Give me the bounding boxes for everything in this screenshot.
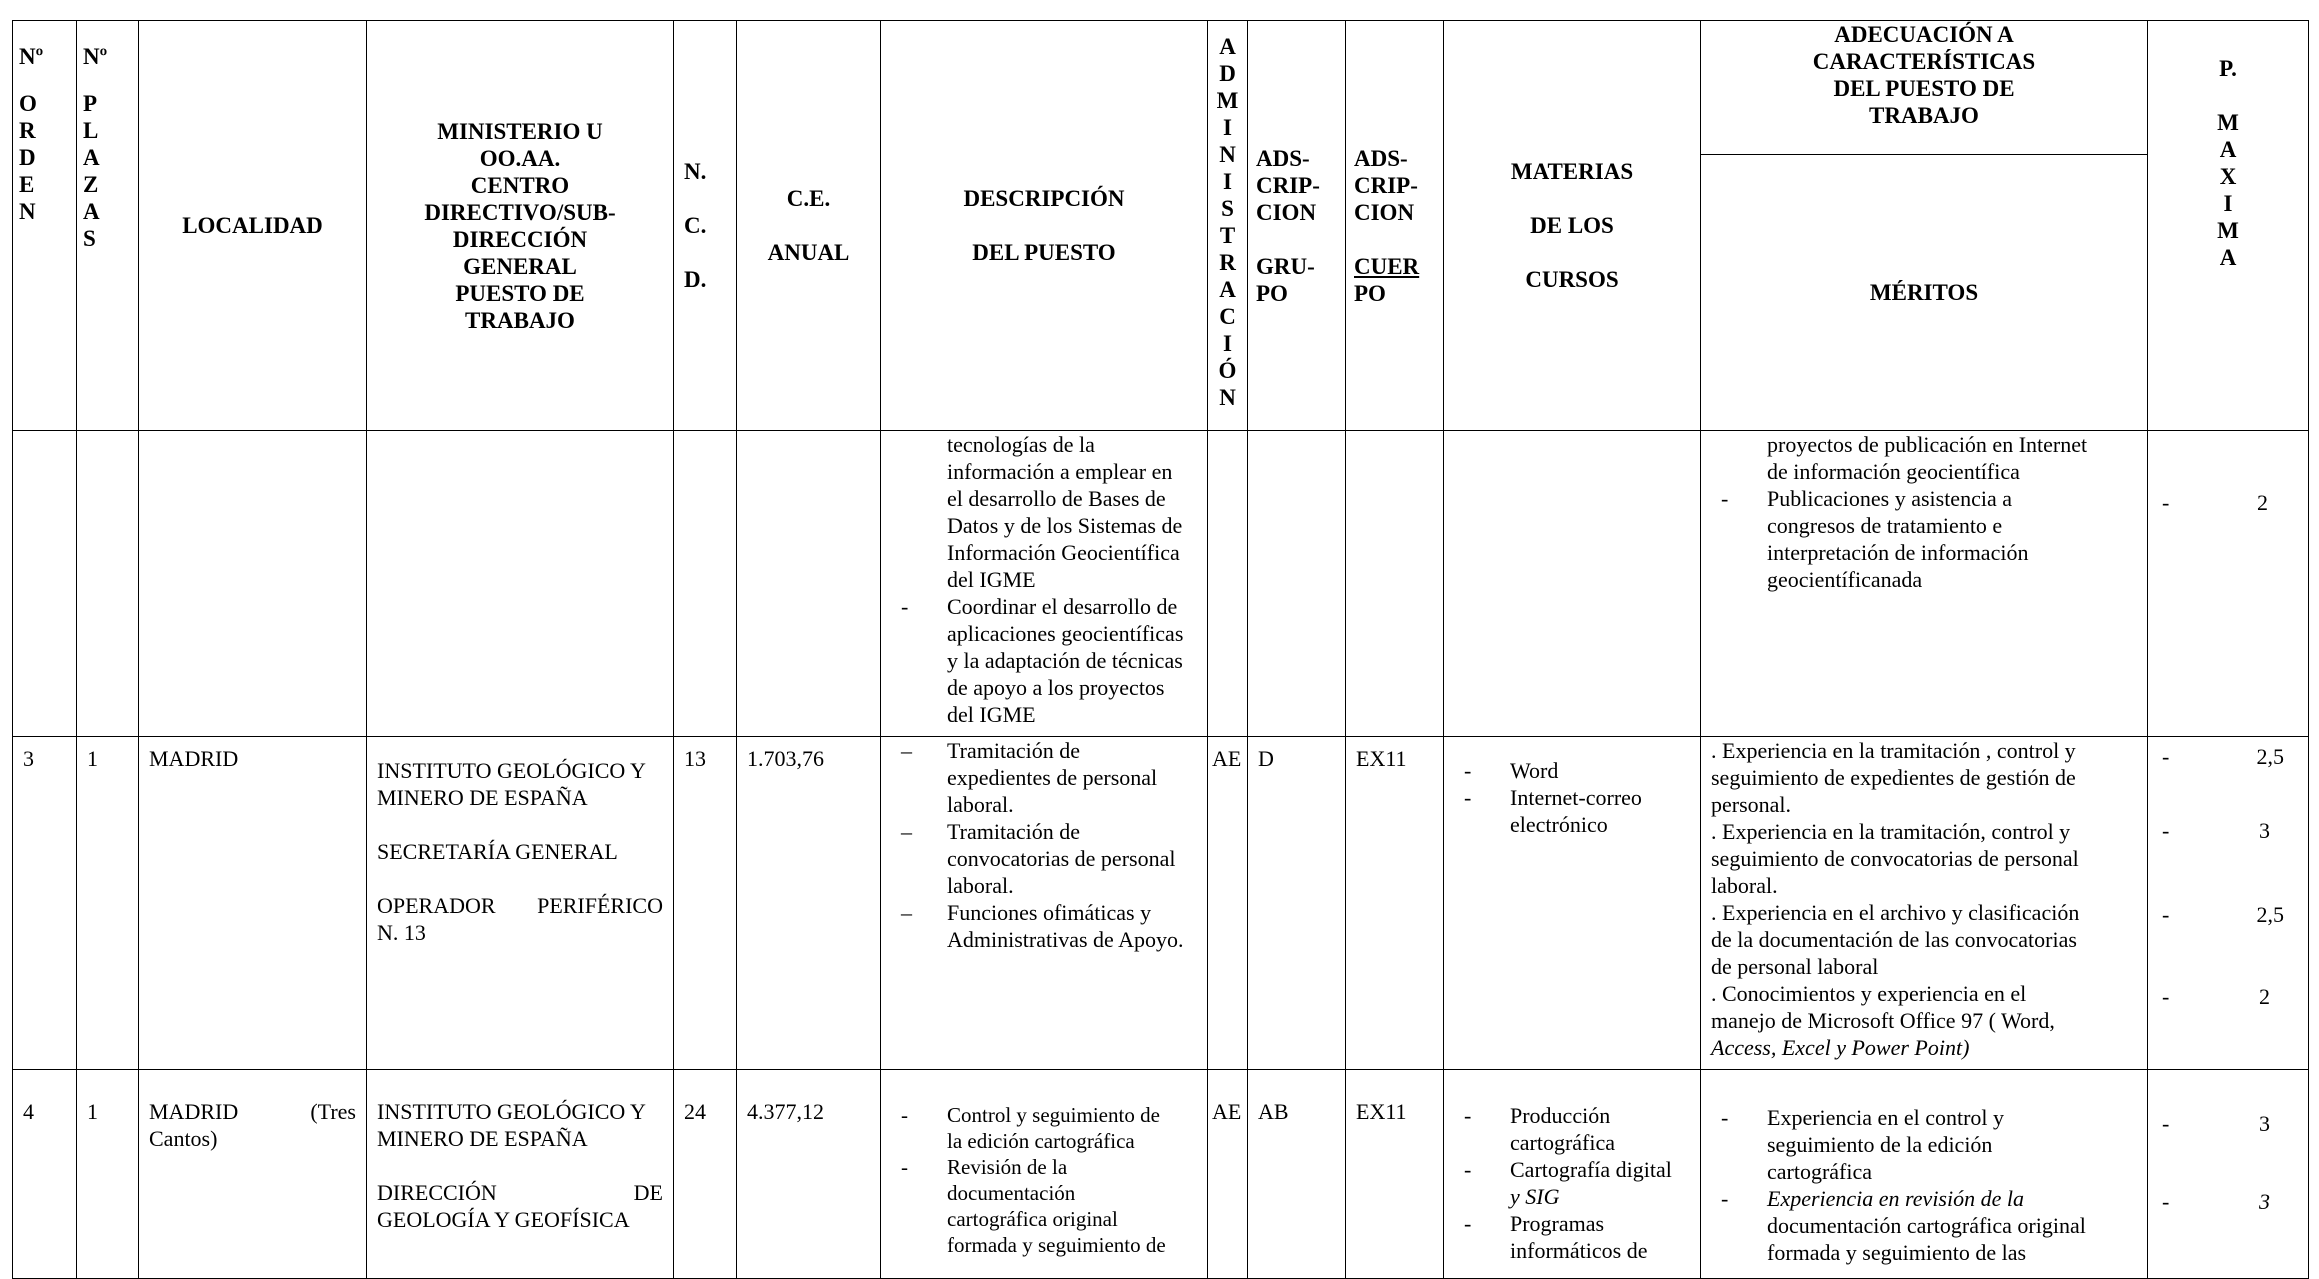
descripcion-cell: tecnologías de la información a emplear en el desarrollo de Bases de Datos y de los Sistemas de Información Geocientífica del IGME - Coordinar el desarrollo de aplicaciones geocientíficas y la adaptación de técnicas de apoyo a los proyectos del IGME xyxy=(881,431,1208,737)
puntos-marker: - xyxy=(2162,490,2170,515)
header-meritos: MÉRITOS xyxy=(1701,155,2148,431)
descripcion-cell: – Tramitación de expedientes de personal laboral. – Tramitación de convocatorias de personal laboral. – Funciones ofimáticas y Administrativas de Apoyo. xyxy=(881,737,1208,1070)
meritos-cell: proyectos de publicación en Internet de información geocientífica - Publicaciones y asistencia a congresos de tratamiento e interpretación de información geocientíficanada xyxy=(1701,431,2148,737)
administracion-cell: AE xyxy=(1208,737,1248,1070)
meritos-cell: - Experiencia en el control y seguimiento de la edición cartográfica - Experiencia en revisión de la documentación cartográfica original formada y seguimiento de las xyxy=(1701,1070,2148,1279)
localidad-cell: MADRID (Tres Cantos) xyxy=(139,1070,367,1279)
header-localidad: LOCALIDAD xyxy=(139,21,367,431)
header-materias: MATERIAS DE LOS CURSOS xyxy=(1444,21,1701,431)
administracion-cell: AE xyxy=(1208,1070,1248,1279)
puntos-value: 3 xyxy=(2259,818,2270,843)
ncd-cell: 13 xyxy=(674,737,737,1070)
header-adecuacion: ADECUACIÓN A CARACTERÍSTICAS DEL PUESTO DE TRABAJO xyxy=(1701,21,2148,155)
header-adscripcion-grupo: ADS- CRIP- CION GRU- PO xyxy=(1248,21,1346,431)
puntos-value: 2,5 xyxy=(2256,744,2284,769)
materias-cell: - Producción cartográfica - Cartografía digital y SIG - Programas informáticos de xyxy=(1444,1070,1701,1279)
ce-cell: 1.703,76 xyxy=(737,737,881,1070)
header-descripcion: DESCRIPCIÓN DEL PUESTO xyxy=(881,21,1208,431)
puntos-cell xyxy=(2148,431,2309,737)
ministerio-cell: INSTITUTO GEOLÓGICO Y MINERO DE ESPAÑA DIRECCIÓN DE GEOLOGÍA Y GEOFÍSICA xyxy=(367,1070,674,1279)
materias-cell: - Word - Internet-correo electrónico xyxy=(1444,737,1701,1070)
puntos-value: 2 xyxy=(2259,984,2270,1009)
puntos-value: 2 xyxy=(2257,490,2268,515)
puntos-value: 3 xyxy=(2259,1111,2270,1136)
orden-cell: 3 xyxy=(13,737,77,1070)
meritos-cell: . Experiencia en la tramitación , control y seguimiento de expedientes de gestión de personal. . Experiencia en la tramitación, control y seguimiento de convocatorias de personal laboral. . Experiencia en el archivo y clasificación de la documentación de las convocatorias de personal laboral . Conocimientos y experiencia en el manejo de Microsoft Office 97 ( Word, Access, Excel y Power Point) xyxy=(1701,737,2148,1070)
puntos-cell: - 2,5 - 3 - 2,5 - 2 xyxy=(2148,737,2309,1070)
descripcion-cell: - Control y seguimiento de la edición cartográfica - Revisión de la documentación cartográfica original formada y seguimiento de xyxy=(881,1070,1208,1279)
header-orden: Nº O R D E N xyxy=(13,21,77,431)
localidad-cell: MADRID xyxy=(139,737,367,1070)
header-administracion: A D M I N I S T R A C I Ó N xyxy=(1208,21,1248,431)
header-plazas: Nº P L A Z A S xyxy=(77,21,139,431)
header-adscripcion-cuerpo: ADS- CRIP- CION CUER PO xyxy=(1346,21,1444,431)
orden-cell: 4 xyxy=(13,1070,77,1279)
grupo-cell: AB xyxy=(1248,1070,1346,1279)
ncd-cell: 24 xyxy=(674,1070,737,1279)
header-ministerio: MINISTERIO U OO.AA. CENTRO DIRECTIVO/SUB- DIRECCIÓN GENERAL PUESTO DE TRABAJO xyxy=(367,21,674,431)
header-row xyxy=(13,21,2309,155)
puntos-value: 3 xyxy=(2259,1189,2270,1214)
ce-cell: 4.377,12 xyxy=(737,1070,881,1279)
table-row xyxy=(13,1070,2309,1279)
puntos-value: 2,5 xyxy=(2256,902,2284,927)
plazas-cell: 1 xyxy=(77,737,139,1070)
job-positions-table xyxy=(12,20,2309,1279)
header-ce-anual: C.E. ANUAL xyxy=(737,21,881,431)
cuerpo-cell: EX11 xyxy=(1346,737,1444,1070)
grupo-cell: D xyxy=(1248,737,1346,1070)
cuerpo-cell: EX11 xyxy=(1346,1070,1444,1279)
plazas-cell: 1 xyxy=(77,1070,139,1279)
header-puntuacion-maxima: P. M A X I M A xyxy=(2148,21,2309,431)
ministerio-cell: INSTITUTO GEOLÓGICO Y MINERO DE ESPAÑA SECRETARÍA GENERAL OPERADOR PERIFÉRICO N. 13 xyxy=(367,737,674,1070)
table-row-continuation xyxy=(13,431,2309,737)
header-ncd: N. C. D. xyxy=(674,21,737,431)
table-row xyxy=(13,737,2309,1070)
puntos-cell: - 3 - 3 xyxy=(2148,1070,2309,1279)
